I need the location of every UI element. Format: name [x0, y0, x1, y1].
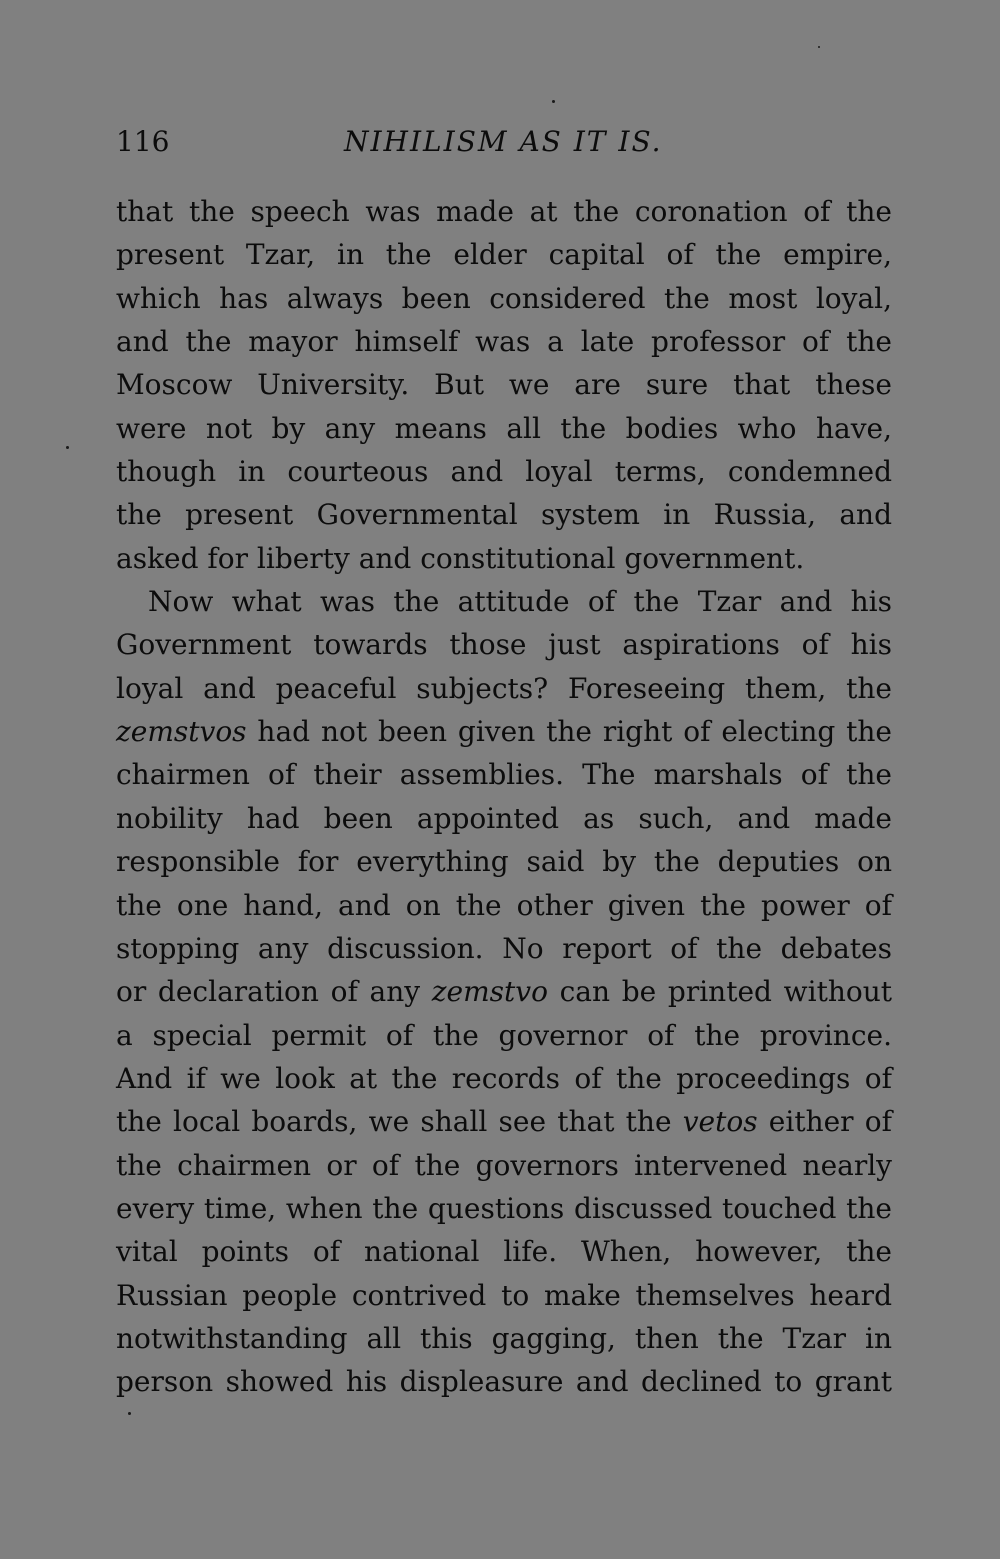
text-line: nobility had been appointed as such, and made — [116, 801, 892, 835]
text-line: Government towards those just aspirations of his — [116, 628, 892, 662]
running-title: NIHILISM AS IT IS. — [344, 125, 663, 158]
text-line: a special permit of the governor of the province. — [116, 1018, 892, 1052]
text-line: Moscow University. But we are sure that these — [116, 368, 892, 402]
page-number: 116 — [116, 125, 170, 158]
text-line — [116, 710, 892, 753]
text-line: person showed his displeasure and declined to grant — [116, 1365, 892, 1399]
running-head — [116, 122, 892, 162]
text-line — [116, 1100, 892, 1143]
text-line: notwithstanding all this gagging, then the Tzar in — [116, 1321, 892, 1355]
paragraph-end-line: asked for liberty and constitutional government. — [116, 541, 805, 575]
scan-speck — [552, 100, 555, 103]
text-line: loyal and peaceful subjects? Foreseeing them, the — [116, 671, 892, 705]
italic-term: vetos — [682, 1105, 758, 1139]
italic-term: zemstvo — [431, 975, 548, 1009]
text-line: and the mayor himself was a late professor of the — [116, 325, 892, 359]
line-segment: either of — [757, 1105, 892, 1139]
text-line: Russian people contrived to make themselves heard — [116, 1278, 892, 1312]
text-line: stopping any discussion. No report of the debates — [116, 931, 892, 965]
italic-term: zemstvos — [116, 715, 247, 749]
scan-speck — [128, 1412, 131, 1415]
text-line: the present Governmental system in Russia, and — [116, 498, 892, 532]
text-line: And if we look at the records of the proceedings of — [116, 1061, 892, 1095]
body-text — [116, 190, 892, 1404]
text-line: vital points of national life. When, however, the — [116, 1235, 892, 1269]
text-line — [116, 970, 892, 1013]
text-line: though in courteous and loyal terms, condemned — [116, 455, 892, 489]
text-line: that the speech was made at the coronation of the — [116, 195, 892, 228]
text-line: responsible for everything said by the deputies on — [116, 845, 892, 879]
paragraph-start-line: Now what was the attitude of the Tzar and his — [148, 585, 892, 619]
line-segment: the local boards, we shall see that the — [116, 1105, 683, 1139]
line-segment: can be printed without — [547, 975, 892, 1009]
scan-speck — [818, 46, 820, 48]
text-line: the one hand, and on the other given the power of — [116, 888, 892, 922]
text-line: every time, when the questions discussed touched the — [116, 1191, 892, 1225]
scan-speck — [66, 446, 69, 449]
text-line: the chairmen or of the governors intervened nearly — [116, 1148, 892, 1182]
text-line: present Tzar, in the elder capital of the empire, — [116, 238, 892, 272]
text-line: which has always been considered the most loyal, — [116, 281, 892, 315]
line-segment: had not been given the right of electing the — [246, 715, 892, 749]
line-segment: or declaration of any — [116, 975, 432, 1009]
text-line: chairmen of their assemblies. The marshals of the — [116, 758, 892, 792]
text-line: were not by any means all the bodies who have, — [116, 411, 892, 445]
